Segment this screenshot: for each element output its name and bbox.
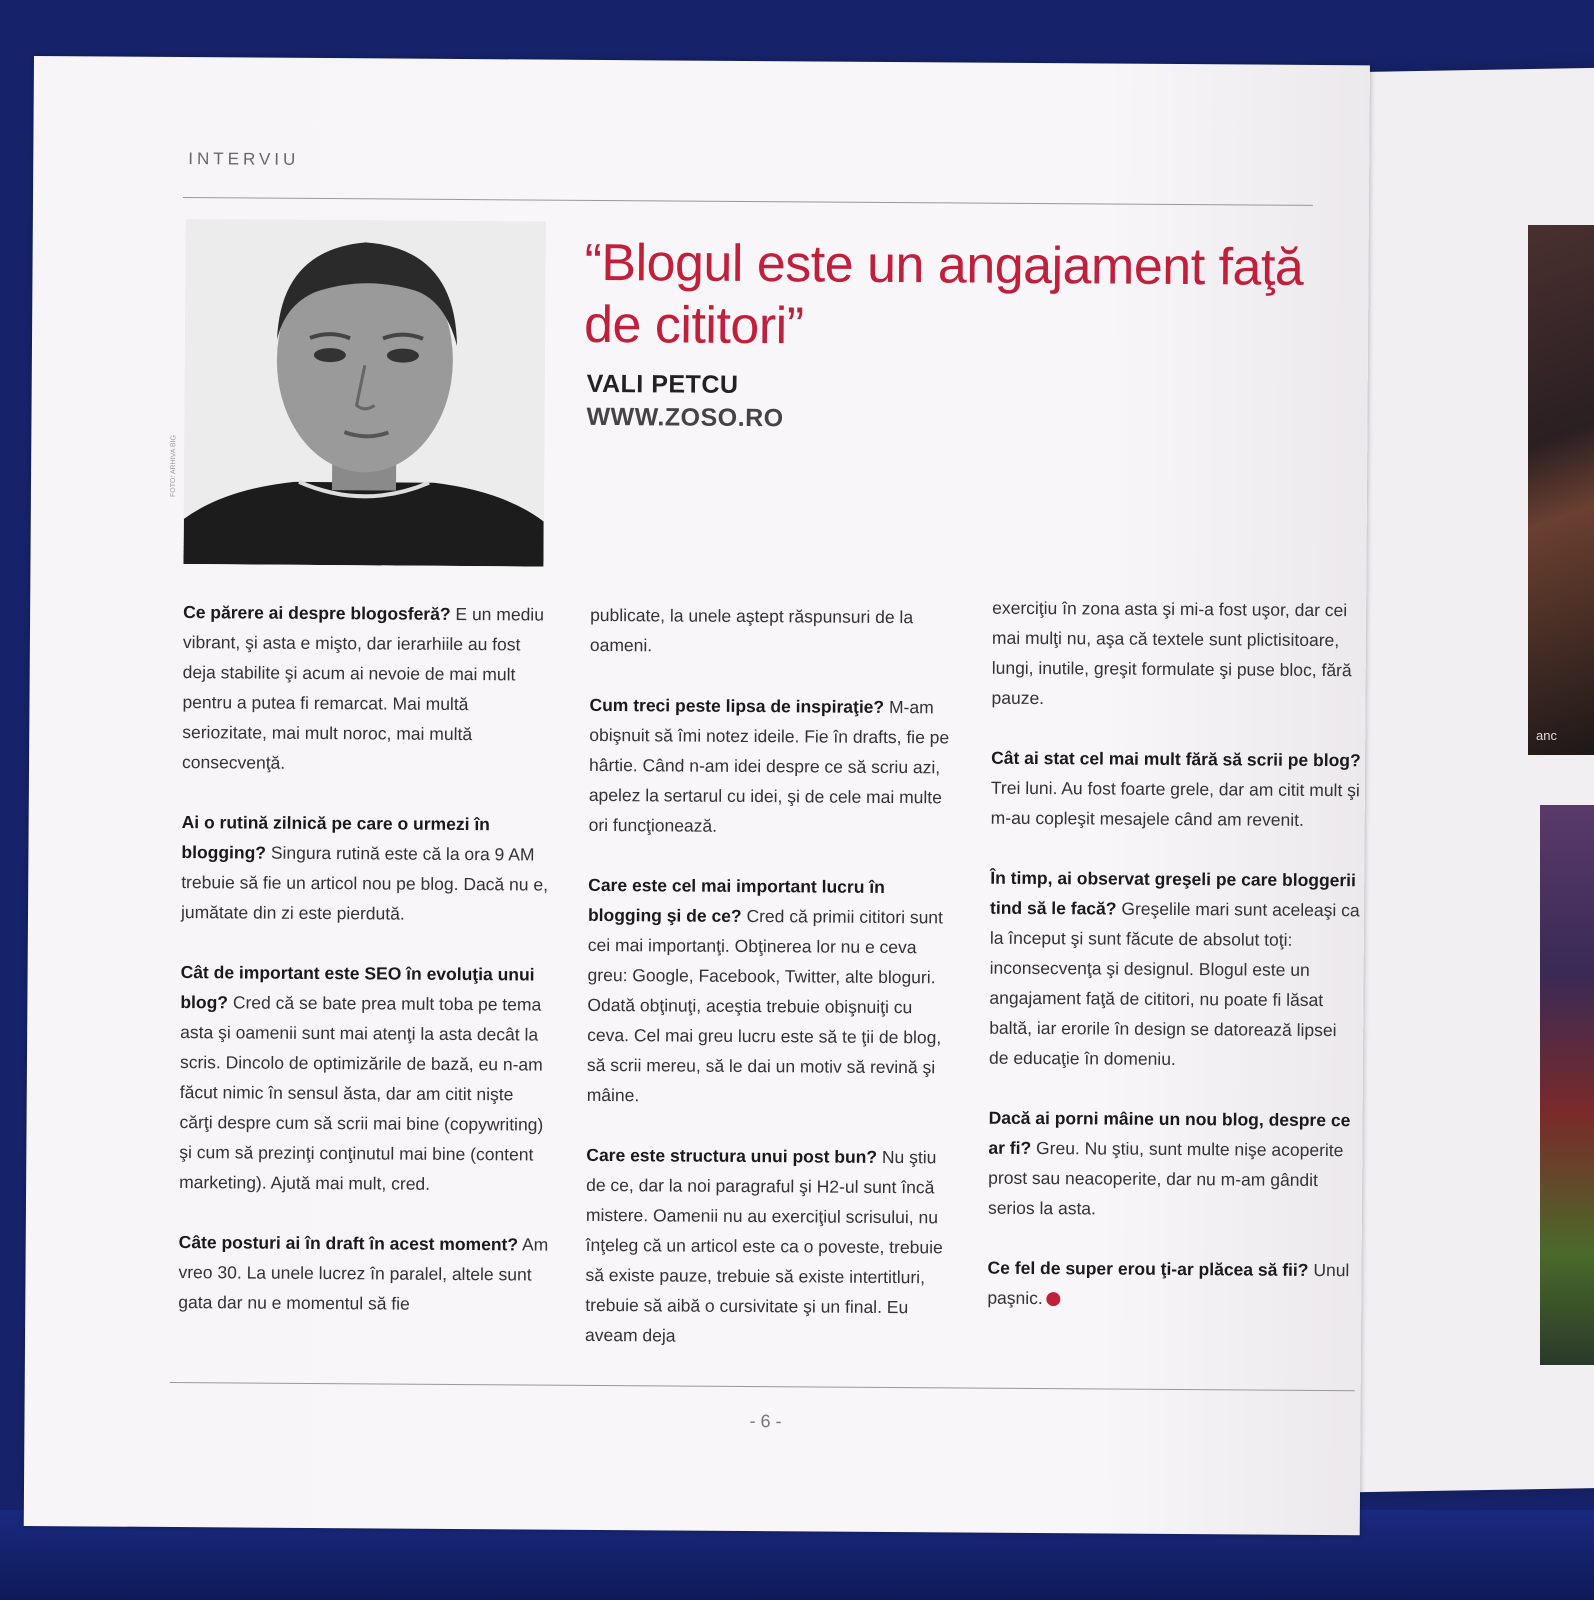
qa-item [988,1103,1359,1226]
text-column-2 [585,600,960,1383]
question: Câte posturi ai în draft în acest moment? [178,1232,519,1255]
question: Ce fel de super erou ţi-ar plăcea să fii? [987,1257,1309,1280]
author-name: VALI PETCU [586,369,739,399]
qa-item [987,1253,1357,1316]
answer: Greu. Nu ştiu, sunt multe nişe acoperite prost sau neacoperite, dar nu m-am gândit serios la asta. [987,1137,1344,1219]
question: Ai o rutină zilnică pe care o urmezi în blogging? [181,812,490,863]
qa-item [989,863,1360,1076]
qa-item [587,870,959,1113]
qa-item [182,597,553,780]
article-headline [584,232,1325,361]
answer: Singura rutină este că la ora 9 AM trebuie să fie un articol nou pe blog. Dacă nu e, jumătate din zi este pierdută. [180,842,549,924]
question: Ce părere ai despre blogosferă? [183,602,451,624]
author-portrait [183,219,545,567]
page-number: - 6 - [749,1411,782,1432]
qa-item [181,807,552,930]
qa-item [991,743,1362,836]
headline-line-1: “Blogul este un angajament faţă [584,233,1304,297]
headline-line-2: de cititori” [583,295,804,356]
answer: publicate, la unele aştept răspunsuri de la oameni. [589,604,914,656]
question: Cât ai stat cel mai mult fără să scrii pe blog? [991,747,1361,771]
author-website: WWW.ZOSO.RO [586,402,784,433]
text-column-3 [987,593,1362,1346]
adjacent-page-photo-2 [1540,805,1594,1365]
answer: M-am obişnuit să îmi notez ideile. Fie în drafts, fie pe hârtie. Când n-am idei despre ce să scriu azi, apelez la sertarul cu idei, şi de cele mai multe ori funcţionează. [588,696,950,836]
text-column-1 [178,597,553,1350]
answer: Greşelile mari sunt aceleaşi ca la început şi sunt făcute de absolut toţi: inconsecvenţa şi designul. Blogul este un angajament faţă de cititori, nu poate fi lăsat baltă, iar erorile în design se datorează lipsei de educaţie în domeniu. [988,898,1360,1069]
answer: Unul paşnic. [987,1259,1350,1309]
question: Dacă ai porni mâine un nou blog, despre ce ar fi? [988,1107,1351,1158]
answer: E un mediu vibrant, şi asta e mişto, dar ierarhiile au fost deja stabilite şi acum ai nevoie de mai mult pentru a putea fi remarcat. Mai multă seriozitate, mai mult noroc, mai multă consecvenţă. [182,603,545,773]
adjacent-photo-caption: anc [1536,728,1557,743]
qa-item [178,1227,549,1320]
answer: Cred că se bate prea mult toba pe tema asta şi oamenii sunt mai atenţi la asta decât la scris. Dincolo de optimizările de bază, eu n-am făcut nimic în sensul ăsta, dar am citit nişte cărţi despre cum să scrii mai bine (copywriting) şi cum să prezinţi conţinutul mai bine (content marketing). Ajută mai mult, cred. [179,992,544,1194]
question: Care este structura unui post bun? [586,1144,878,1167]
photo-credit: FOTO: ARHIVA BIG [169,434,178,498]
answer: Trei luni. Au fost foarte grele, dar am citit mult şi m-au copleşit mesajele când am revenit. [990,777,1360,830]
question: Cum treci peste lipsa de inspiraţie? [589,694,885,717]
question: În timp, ai observat greşeli pe care bloggerii tind să le facă? [990,867,1357,919]
section-label: INTERVIU [188,149,300,169]
answer: Nu ştiu de ce, dar la noi paragraful şi H2-ul sunt încă mistere. Oamenii nu au exerciţiul scrisului, nu înţeleg că un articol este ca o poveste, trebuie să existe pauze, trebuie să existe intertitluri, trebuie să aibă o cursivitate şi un final. Eu aveam deja [585,1146,943,1346]
magazine-page [24,56,1370,1535]
qa-item [179,957,551,1200]
top-divider [183,197,1313,206]
answer: Am vreo 30. La unele lucrez în paralel, altele sunt gata dar nu e momentul să fie [178,1234,549,1314]
end-of-article-icon [1047,1292,1061,1306]
qa-item [585,1140,956,1353]
portrait-illustration [183,219,545,567]
answer: exerciţiu în zona asta şi mi-a fost uşor, dar cei mai mulţi nu, aşa că textele sunt plictisitoare, lungi, inutile, greşit formulate şi puse bloc, fără pauze. [991,597,1352,709]
qa-item [991,593,1362,716]
question: Care este cel mai important lucru în blogging şi de ce? [587,874,885,926]
adjacent-page-photo [1528,225,1594,755]
qa-item [589,690,960,843]
bottom-divider [170,1382,1355,1391]
answer: Cred că primii cititori sunt cei mai importanţi. Obţinerea lor nu e ceva greu: Google, Facebook, Twitter, alte bloguri. Odată obţinuţi, aceştia trebuie obişnuiţi cu ceva. Cel mai greu lucru este să te ţii de blog, să scrii mereu, să le dai un motiv să revină şi mâine. [586,905,944,1106]
question: Cât de important este SEO în evoluţia unui blog? [180,962,535,1013]
qa-item [590,600,960,663]
